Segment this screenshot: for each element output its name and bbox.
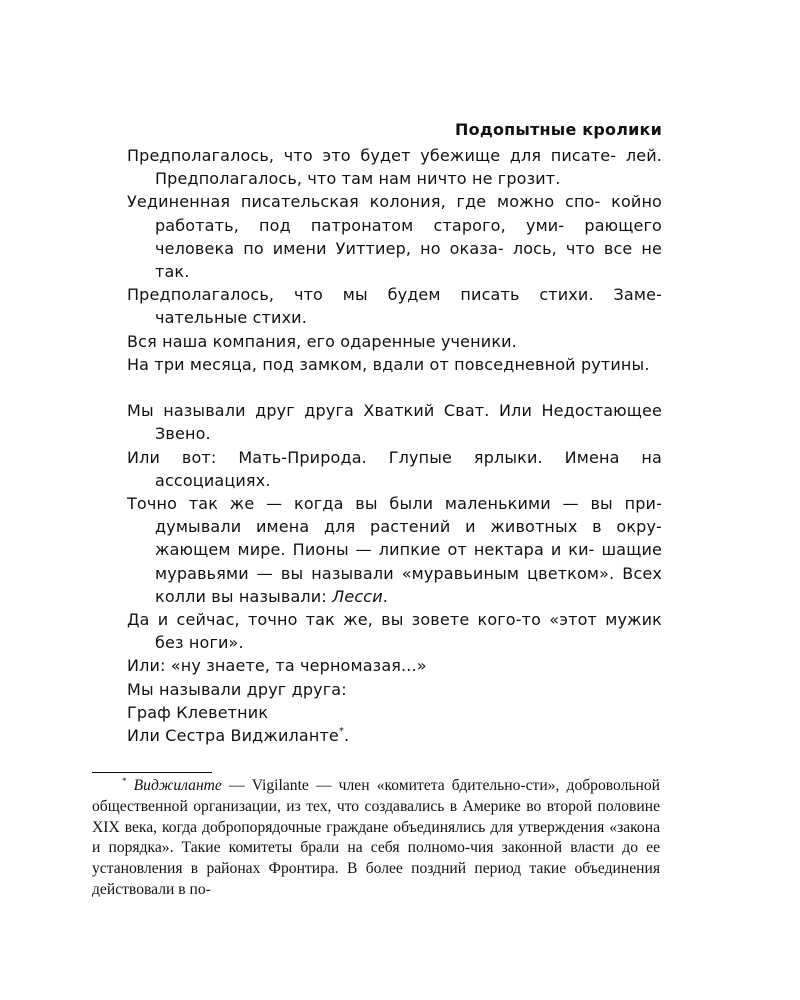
- poem-paragraph: [127, 144, 662, 190]
- poem-line: Да и сейчас, точно так же, вы зовете кого-то «этот: [127, 610, 598, 630]
- footnote: [92, 776, 660, 901]
- poem-line: рутины.: [580, 354, 650, 374]
- poem-paragraph: [127, 446, 662, 492]
- poem-line: чательные стихи.: [155, 308, 307, 328]
- poem-line: цветком». Всех колли вы называли:: [155, 563, 662, 606]
- poem-line: Или Сестра Виджиланте: [127, 726, 339, 746]
- poem-paragraph: [127, 608, 662, 654]
- poem-paragraph: [127, 492, 662, 608]
- stanza-1: [127, 144, 662, 376]
- footnote-marker: *: [338, 726, 345, 738]
- punctuation: .: [344, 726, 350, 746]
- poem-line: Предполагалось, что мы будем писать стихи. Заме-: [127, 285, 662, 305]
- poem-paragraph: [127, 678, 662, 701]
- poem-paragraph: [127, 353, 662, 376]
- poem-line: на ассоциациях.: [155, 447, 662, 490]
- poem-paragraph: [127, 190, 662, 283]
- poem-line: Или вот: Мать-Природа. Глупые ярлыки. Имена: [127, 447, 620, 467]
- footnote-marker: *: [122, 776, 127, 786]
- chapter-title: Подопытные кролики: [455, 120, 662, 139]
- poem-line: лей. Предполагалось, что там нам ничто не грозит.: [155, 146, 662, 189]
- poem-line: рающего человека по имени Уиттиер, но оказа-: [155, 215, 662, 258]
- poem-line: Мы называли друг друга Хваткий Сват. Или: [127, 401, 532, 421]
- poem-line: койно работать, под патронатом старого, уми-: [155, 192, 662, 235]
- footnote-divider: [92, 772, 212, 773]
- poem-line: шащие муравьями — вы называли «муравьиным: [155, 540, 662, 583]
- poem-line: думывали имена для растений и животных в окру-: [155, 517, 662, 537]
- poem-line: Уединенная писательская колония, где можно спо-: [127, 192, 601, 212]
- poem-body: [127, 144, 662, 747]
- poem-line: Граф Клеветник: [127, 702, 269, 722]
- punctuation: .: [382, 586, 389, 606]
- poem-line: жающем мире. Пионы — липкие от нектара и ки-: [155, 540, 595, 560]
- poem-line: На три месяца, под замком, вдали от повседневной: [127, 354, 576, 374]
- poem-line: Точно так же — когда вы были маленькими — вы при-: [127, 494, 662, 514]
- italic-name: Лесси: [332, 586, 383, 606]
- poem-paragraph: [127, 724, 662, 747]
- poem-line: Вся наша компания, его одаренные ученики.: [127, 331, 517, 351]
- poem-paragraph: [127, 283, 662, 329]
- poem-paragraph: [127, 330, 662, 353]
- footnote-term: Виджиланте: [133, 777, 222, 794]
- poem-paragraph: [127, 399, 662, 445]
- footnote-text: — Vigilante — член «комитета бдительно-сти», добровольной общественной организации, из тех, что создавались в Америке во второй половине XIX века, когда добропорядочные граждане объединялись для утверждения «закона и порядка». Такие комитеты брали на себя полномо-чия законной власти до ее установления в районах Фронтира. В более поздний период такие объединения действовали в по-: [92, 777, 660, 898]
- poem-line: лось, что все не так.: [155, 238, 662, 282]
- poem-line: Предполагалось, что это будет убежище для писате-: [127, 146, 617, 165]
- poem-line: мужик без ноги».: [155, 610, 662, 653]
- poem-paragraph: [127, 701, 662, 724]
- poem-line: Недостающее Звено.: [155, 401, 662, 444]
- poem-line: Мы называли друг друга:: [127, 679, 347, 699]
- stanza-2: [127, 399, 662, 747]
- poem-line: Или: «ну знаете, та черномазая...»: [127, 656, 427, 676]
- poem-paragraph: [127, 654, 662, 677]
